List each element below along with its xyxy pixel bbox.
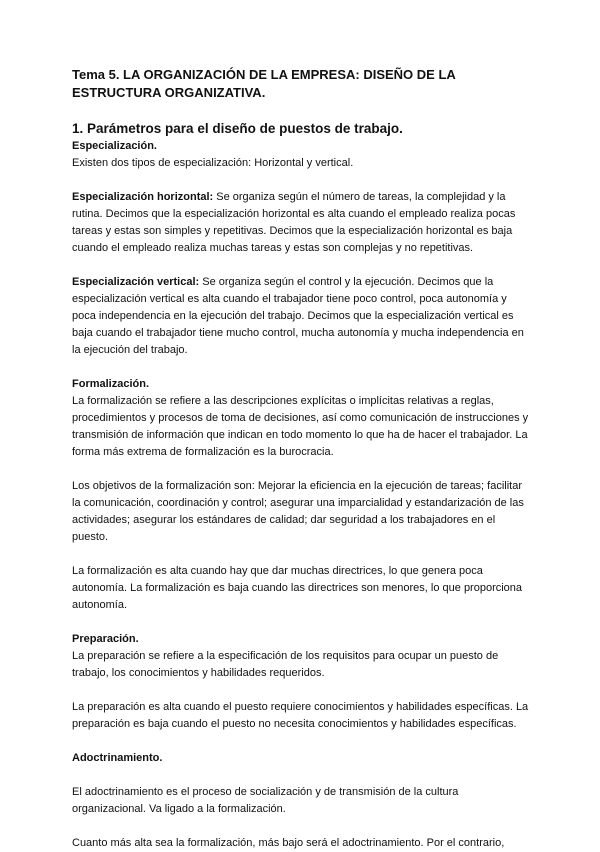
adoctrinamiento-paragraph-1: El adoctrinamiento es el proceso de socialización y de transmisión de la cultura organizacional. Va ligado a la formalización. bbox=[72, 786, 459, 815]
formalizacion-heading: Formalización. bbox=[72, 378, 150, 390]
especializacion-horizontal-paragraph bbox=[72, 189, 532, 257]
preparacion-paragraph-2: La preparación es alta cuando el puesto requiere conocimientos y habilidades específicas. La preparación es baja cuando el puesto no necesita conocimientos y habilidades específicas. bbox=[72, 701, 529, 730]
adoctrinamiento-heading: Adoctrinamiento. bbox=[72, 752, 163, 764]
formalizacion-paragraph-1: La formalización se refiere a las descripciones explícitas o implícitas relativas a reglas, procedimientos y procesos de toma de decisiones, así como comunicación de instrucciones y transmisión de información que indican en todo momento lo que ha de hacer el trabajador. La forma más extrema de formalización es la burocracia. bbox=[72, 395, 529, 458]
especializacion-heading: Especialización. bbox=[72, 140, 157, 152]
document-page bbox=[72, 66, 532, 852]
vertical-text: Se organiza según el control y la ejecución. Decimos que la especialización vertical es alta cuando el trabajador tiene poco control, poca autonomía y poca independencia en la ejecución del trabajo. Decimos que la especialización vertical es baja cuando el trabajador tiene mucho control, mucha autonomía y mucha independencia en la ejecución del trabajo. bbox=[72, 276, 524, 356]
especializacion-vertical-paragraph bbox=[72, 274, 532, 359]
formalizacion-paragraph-2: Los objetivos de la formalización son: Mejorar la eficiencia en la ejecución de tareas; facilitar la comunicación, coordinación y control; asegurar una imparcialidad y estandarización de las actividades; asegurar los estándares de calidad; dar seguridad a los trabajadores en el puesto. bbox=[72, 480, 524, 543]
horizontal-label: Especialización horizontal: bbox=[72, 191, 214, 203]
section-heading: 1. Parámetros para el diseño de puestos de trabajo. bbox=[72, 121, 403, 136]
formalizacion-paragraph-3: La formalización es alta cuando hay que dar muchas directrices, lo que genera poca autonomía. La formalización es baja cuando las directrices son menores, lo que proporciona autonomía. bbox=[72, 565, 523, 611]
document-title: Tema 5. LA ORGANIZACIÓN DE LA EMPRESA: DISEÑO DE LA ESTRUCTURA ORGANIZATIVA. bbox=[72, 67, 456, 100]
preparacion-paragraph-1: La preparación se refiere a la especificación de los requisitos para ocupar un puesto de trabajo, los conocimientos y habilidades requeridos. bbox=[72, 650, 499, 679]
especializacion-intro: Existen dos tipos de especialización: Horizontal y vertical. bbox=[72, 157, 354, 169]
vertical-label: Especialización vertical: bbox=[72, 276, 200, 288]
horizontal-text: Se organiza según el número de tareas, la complejidad y la rutina. Decimos que la especialización horizontal es alta cuando el empleado realiza pocas tareas y estas son simples y repetitivas. Decimos que la especialización horizontal es baja cuando el empleado realiza muchas tareas y estas son complejas y no repetitivas. bbox=[72, 191, 516, 254]
preparacion-heading: Preparación. bbox=[72, 633, 139, 645]
adoctrinamiento-paragraph-2: Cuanto más alta sea la formalización, más bajo será el adoctrinamiento. Por el contrario, bbox=[72, 837, 505, 849]
